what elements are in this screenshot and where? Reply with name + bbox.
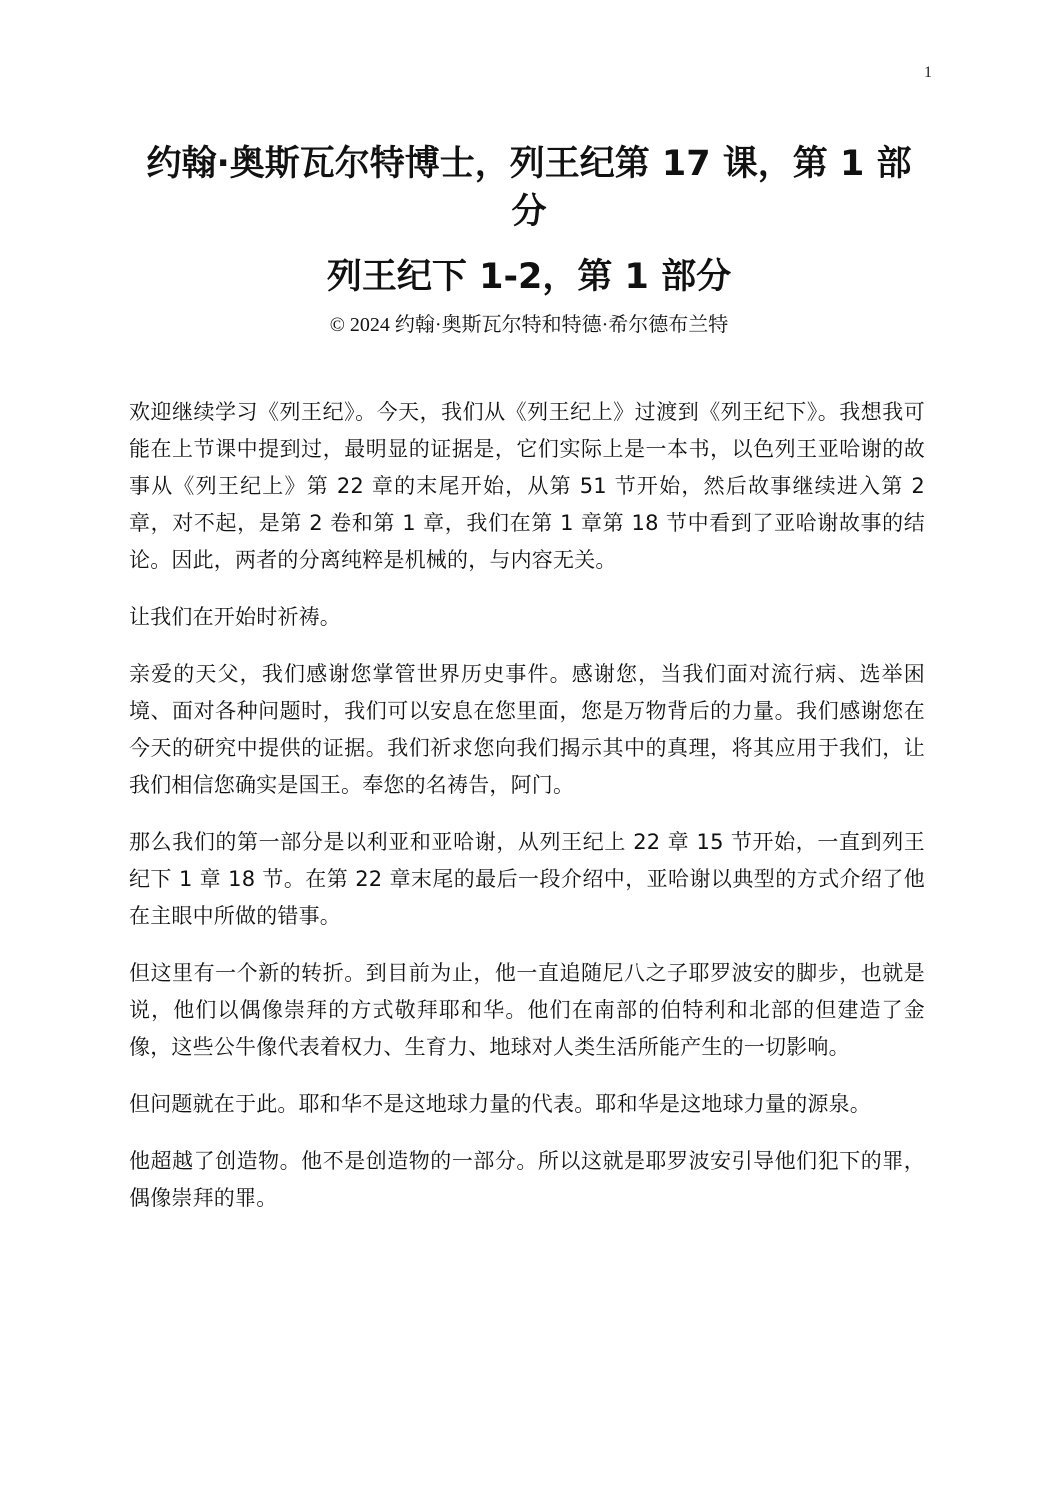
paragraph-new-twist: 但这里有一个新的转折。到目前为止，他一直追随尼八之子耶罗波安的脚步，也就是说，他们以偶像崇拜的方式敬拜耶和华。他们在南部的伯特利和北部的但建造了金像，这些公牛像代表着权力、生育力、地球对人类生活所能产生的一切影响。 — [129, 961, 925, 1059]
paragraph-prayer: 亲爱的天父，我们感谢您掌管世界历史事件。感谢您，当我们面对流行病、选举困境、面对各种问题时，我们可以安息在您里面，您是万物背后的力量。我们感谢您在今天的研究中提供的证据。我们祈求您向我们揭示其中的真理，将其应用于我们，让我们相信您确实是国王。奉您的名祷告，阿门。 — [129, 662, 925, 797]
body-text — [129, 394, 925, 1237]
paragraph-intro: 欢迎继续学习《列王纪》。今天，我们从《列王纪上》过渡到《列王纪下》。我想我可能在上节课中提到过，最明显的证据是，它们实际上是一本书，以色列王亚哈谢的故事从《列王纪上》第 22 章的末尾开始，从第 51 节开始，然后故事继续进入第 2 章，对不起，是第 2 卷和第 1 章，我们在第 1 章第 18 节中看到了亚哈谢故事的结论。因此，两者的分离纯粹是机械的，与内容无关。 — [129, 400, 925, 572]
copyright-notice: © 2024 约翰·奥斯瓦尔特和特德·希尔德布兰特 — [329, 314, 729, 336]
paragraph-problem: 但问题就在于此。耶和华不是这地球力量的代表。耶和华是这地球力量的源泉。 — [129, 1092, 871, 1116]
paragraph-transcendence: 他超越了创造物。他不是创造物的一部分。所以这就是耶罗波安引导他们犯下的罪，偶像崇拜的罪。 — [129, 1149, 925, 1210]
document-subtitle: 列王纪下 1-2，第 1 部分 — [326, 257, 732, 297]
paragraph-section-one: 那么我们的第一部分是以利亚和亚哈谢，从列王纪上 22 章 15 节开始，一直到列王纪下 1 章 18 节。在第 22 章末尾的最后一段介绍中，亚哈谢以典型的方式介绍了他在主眼中所做的错事。 — [129, 830, 925, 928]
paragraph-prayer-invite: 让我们在开始时祈祷。 — [129, 605, 341, 629]
document-title: 约翰·奥斯瓦尔特博士，列王纪第 17 课，第 1 部分 — [146, 144, 912, 232]
page-number: 1 — [924, 64, 932, 81]
